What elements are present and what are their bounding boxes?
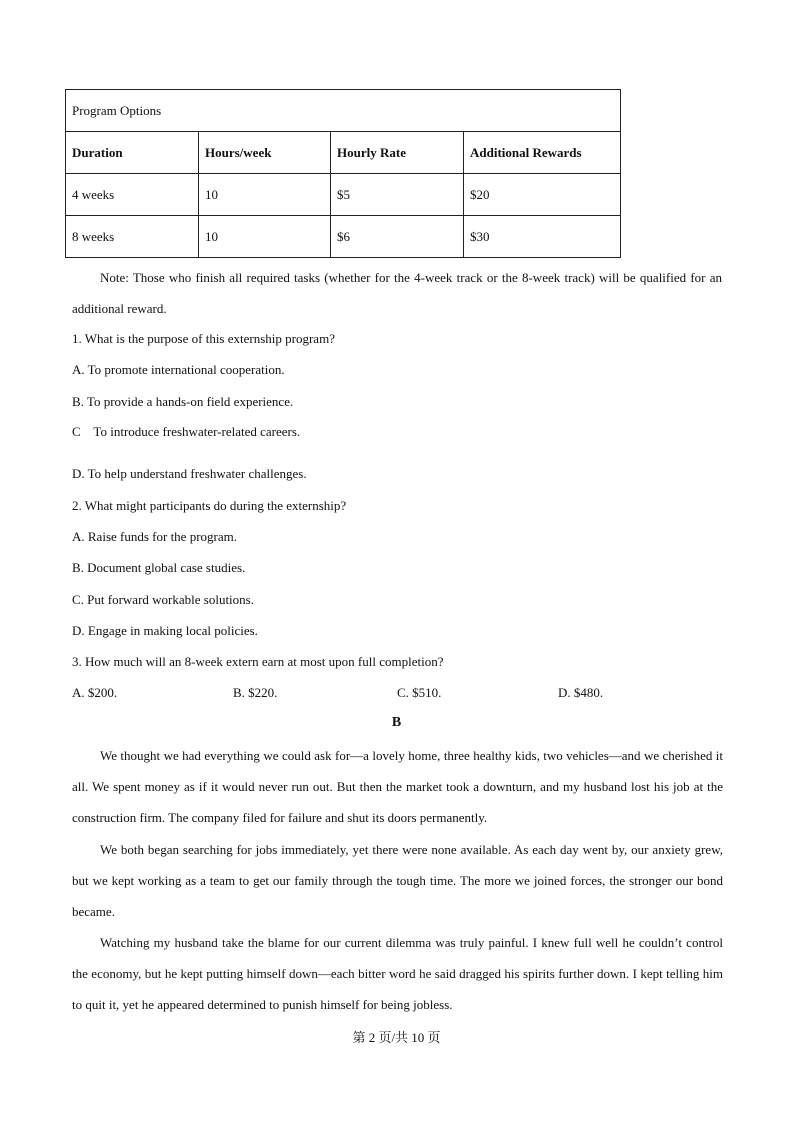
paragraph-text: Watching my husband take the blame for our current dilemma was truly painful. I knew full well he couldn’t control the economy, but he kept putting himself down—each bitter word he said dragged his spirits further down. I kept telling him to quit it, yet he appeared determined to punish himself for being jobless.: [72, 935, 723, 1012]
header-additional-rewards: Additional Rewards: [464, 132, 621, 174]
passage-paragraph: [72, 740, 723, 833]
table-header-row: [66, 132, 621, 174]
question-1-option-b: B. To provide a hands-on field experience.: [72, 394, 294, 409]
passage-paragraph: [72, 834, 723, 927]
question-1-option-d: D. To help understand freshwater challenges.: [72, 466, 307, 481]
page-footer: 第 2 页/共 10 页: [352, 1030, 441, 1045]
note-text: [72, 262, 722, 324]
header-duration: Duration: [66, 132, 199, 174]
table-cell: 10: [199, 174, 331, 216]
question-3-option-c: C. $510.: [397, 685, 442, 700]
paragraph-text: We thought we had everything we could ask for—a lovely home, three healthy kids, two vehicles—and we cherished it all. We spent money as if it would never run out. But then the market took a downturn, and my husband lost his job at the construction firm. The company filed for failure and shut its doors permanently.: [72, 748, 723, 825]
program-options-table: [65, 89, 621, 258]
table-cell: $30: [464, 216, 621, 258]
question-1-stem: 1. What is the purpose of this externship program?: [72, 331, 335, 346]
paragraph-text: We both began searching for jobs immediately, yet there were none available. As each day went by, our anxiety grew, but we kept working as a team to get our family through the tough time. The more we joined forces, the stronger our bond became.: [72, 842, 723, 919]
question-3-option-d: D. $480.: [558, 685, 604, 700]
table-cell: 4 weeks: [66, 174, 199, 216]
table-cell: $6: [331, 216, 464, 258]
table-caption: Program Options: [66, 90, 621, 132]
note-content: Note: Those who finish all required tasks (whether for the 4-week track or the 8-week track) will be qualified for an additional reward.: [72, 270, 722, 316]
header-hourly-rate: Hourly Rate: [331, 132, 464, 174]
header-hours-week: Hours/week: [199, 132, 331, 174]
table-cell: $20: [464, 174, 621, 216]
question-2-stem: 2. What might participants do during the externship?: [72, 498, 347, 513]
table-cell: $5: [331, 174, 464, 216]
question-1-option-a: A. To promote international cooperation.: [72, 362, 285, 377]
question-1-option-c: C To introduce freshwater-related careers.: [72, 424, 301, 439]
table-cell: 8 weeks: [66, 216, 199, 258]
question-2-option-a: A. Raise funds for the program.: [72, 529, 237, 544]
question-2-option-b: B. Document global case studies.: [72, 560, 246, 575]
table-row: [66, 174, 621, 216]
question-2-option-d: D. Engage in making local policies.: [72, 623, 258, 638]
table-cell: 10: [199, 216, 331, 258]
question-3-stem: 3. How much will an 8-week extern earn at most upon full completion?: [72, 654, 444, 669]
question-3-option-b: B. $220.: [233, 685, 278, 700]
table-caption-row: [66, 90, 621, 132]
passage-paragraph: [72, 927, 723, 1020]
question-3-option-a: A. $200.: [72, 685, 118, 700]
question-2-option-c: C. Put forward workable solutions.: [72, 592, 254, 607]
section-heading: B: [391, 715, 402, 730]
table-row: [66, 216, 621, 258]
